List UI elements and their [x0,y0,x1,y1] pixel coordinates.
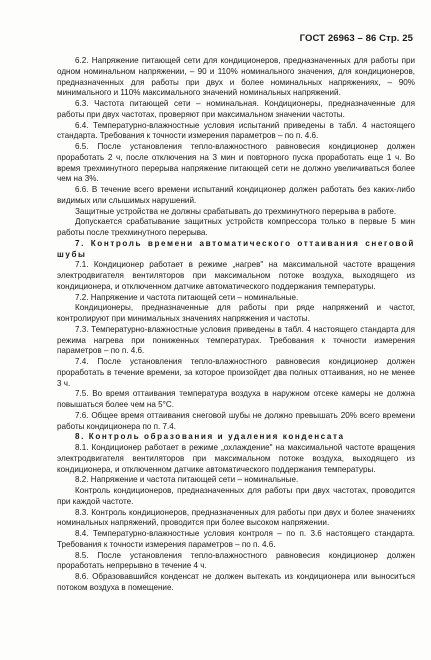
paragraph-6-5: 6.5. После установления тепло-влажностного равновесия кондиционер должен проработать 2 ч, после отключения на 3 мин и повторного пуска проработать еще 1 ч. Во время трехминутного перерыва напряжение питающей сети не должно увеличиваться более чем на 3%. [57,142,415,184]
paragraph-7-4: 7.4. После установления тепло-влажностного равновесия кондиционер должен проработать в течение времени, за которое произойдет два полных оттаивания, но не менее 3 ч. [57,357,415,388]
section-heading-8: 8. Контроль образования и удаления конденсата [75,432,345,442]
paragraph-8-6: 8.6. Образовавшийся конденсат не должен вытекать из кондиционера или выноситься потоком воздуха в помещение. [57,572,415,592]
paragraph-8-1: 8.1. Кондиционер работает в режиме „охлаждение" на максимальной частоте вращения электродвигателя вентиляторов при максимальном потоке воздуха, выходящего из кондиционера, и отключенном датчике автоматического поддержания температуры. [57,443,415,474]
paragraph-7-1: 7.1. Кондиционер работает в режиме „нагрев" на максимальной частоте вращения электродвигателя вентиляторов при максимальном потоке воздуха, выходящего из кондиционера, и отключенном датчике автоматического поддержания температуры. [57,260,415,291]
paragraph-8-2-note: Контроль кондиционеров, предназначенных для работы при двух частотах, проводится при каждой частоте. [57,486,415,506]
paragraph-7-2: 7.2. Напряжение и частота питающей сети – номинальные. [75,292,299,302]
standard-number: ГОСТ 26963 – 86 [299,33,377,44]
paragraph-6-2: 6.2. Напряжение питающей сети для кондиционеров, предназначенных для работы при одном номинальном напряжении, – 90 и 110% номинального значения, для кондиционеров, предназначенных для работы при двух и более номинальных напряжениях, – 90% минимального и 110% максимального значений номинальных напряжений. [57,56,415,98]
paragraph-7-5: 7.5. Во время оттаивания температура воздуха в наружном отсеке камеры не должна повышаться более чем на 5°С. [57,389,415,409]
section-heading-7: 7. Контроль времени автоматического оттаивания снеговой шубы [57,238,415,259]
paragraph-8-2: 8.2. Напряжение и частота питающей сети – номинальные. [75,475,299,485]
paragraph-8-5: 8.5. После установления тепло-влажностного равновесия кондиционер должен проработать непрерывно в течение 4 ч. [57,550,415,571]
paragraph-8-3: 8.3. Контроль кондиционеров, предназначенных для работы при двух и более значениях номинальных напряжений, проводится при более высоком напряжении. [57,507,415,528]
paragraph-6-4: 6.4. Температурно-влажностные условия испытаний приведены в табл. 4 настоящего стандарта. Требования к точности измерения параметров – по п. 4.6. [57,120,415,141]
paragraph-6-3: 6.3. Частота питающей сети – номинальная. Кондиционеры, предназначенные для работы при двух частотах, проверяют при максимальном значении частоты. [57,99,415,119]
paragraph-6-6: 6.6. В течение всего времени испытаний кондиционер должен работать без каких-либо видимых или слышимых нарушений. [57,185,415,205]
page-number: Стр. 25 [379,33,413,44]
page-header [300,33,413,44]
document-body [57,56,415,594]
paragraph-compressor: Допускается срабатывание защитных устройств компрессора только в первые 5 мин работы после трехминутного перерыва. [57,217,415,237]
paragraph-7-2-note: Кондиционеры, предназначенные для работы при ряде напряжений и частот, контролируют при минимальных значениях напряжения и частоты. [57,303,415,323]
paragraph-8-4: 8.4. Температурно-влажностные условия контроля – по п. 3.6 настоящего стандарта. Требования к точности измерения параметров – по п. 4.6. [57,529,415,549]
paragraph-7-3: 7.3. Температурно-влажностные условия приведены в табл. 4 настоящего стандарта для режима нагрева при пониженных температурах. Требования к точности измерения параметров – по п. 4.6. [57,324,415,356]
paragraph-protection: Защитные устройства не должны срабатывать до трехминутного перерыва в работе. [75,206,397,216]
paragraph-7-6: 7.6. Общее время оттаивания снеговой шубы не должно превышать 20% всего времени работы кондиционера по п. 7.4. [57,410,415,431]
